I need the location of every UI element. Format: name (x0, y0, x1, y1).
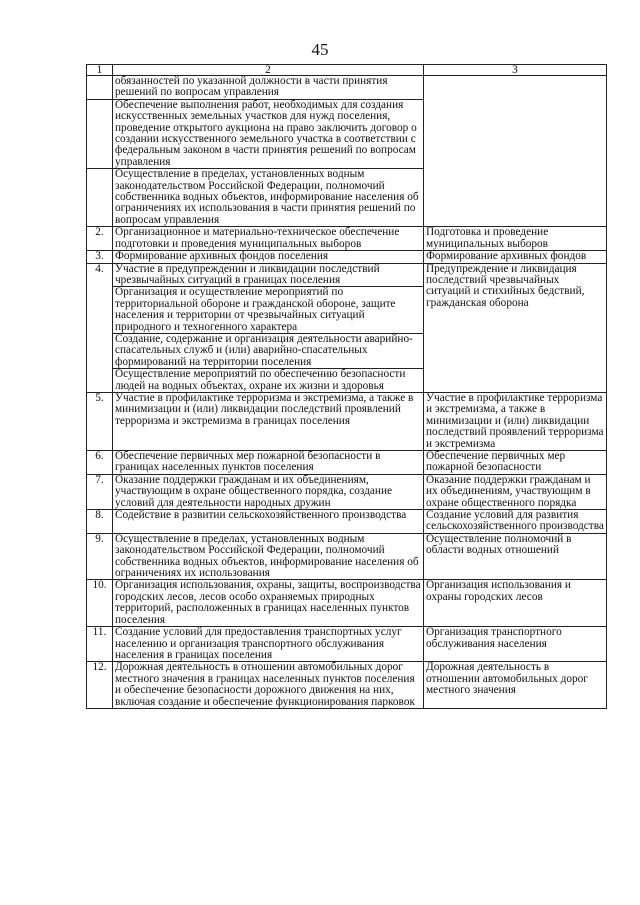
row-description: Организация и осуществление мероприятий по территориальной обороне и гражданской обороне, защите населения и территории от чрезвычайных ситуаций природного и техногенного характера (113, 287, 424, 334)
row-number: 3. (87, 251, 113, 263)
table-row (87, 227, 607, 251)
row-number: 11. (87, 627, 113, 662)
row-number: 8. (87, 510, 113, 534)
table-row (87, 627, 607, 662)
row-category: Организация транспортного обслуживания населения (424, 627, 607, 662)
row-description: Создание, содержание и организация деятельности аварийно-спасательных служб и (или) аварийно-спасательных формирований на территории поселения (113, 333, 424, 368)
table-row (87, 510, 607, 534)
row-description: Дорожная деятельность в отношении автомобильных дорог местного значения в границах населенных пунктов поселения и обеспечение безопасности дорожного движения на них, включая создание и обеспечение функционирования парковок (113, 662, 424, 709)
row-description: Организационное и материально-техническое обеспечение подготовки и проведения муниципальных выборов (113, 227, 424, 251)
row-number: 5. (87, 392, 113, 450)
row-number: 2. (87, 227, 113, 251)
header-col-1: 1 (87, 65, 113, 76)
row-category: Дорожная деятельность в отношении автомобильных дорог местного значения (424, 662, 607, 709)
row-number: 4. (87, 263, 113, 392)
row-description: Формирование архивных фондов поселения (113, 251, 424, 263)
row-number: 9. (87, 533, 113, 580)
row-category: Формирование архивных фондов (424, 251, 607, 263)
row-category: Обеспечение первичных мер пожарной безопасности (424, 451, 607, 475)
table-row (87, 251, 607, 263)
row-description: Осуществление мероприятий по обеспечению безопасности людей на водных объектах, охране их жизни и здоровья (113, 369, 424, 393)
row-number: 12. (87, 662, 113, 709)
row-description: обязанностей по указанной должности в части принятия решений по вопросам управления (113, 76, 424, 100)
row-description: Обеспечение выполнения работ, необходимых для создания искусственных земельных участков для нужд поселения, проведение открытого аукциона на право заключить договор о создании искусственного земельного участка в соответствии с федеральным законом в части принятия решений по вопросам управления (113, 99, 424, 168)
table-row (87, 533, 607, 580)
row-number: 7. (87, 474, 113, 509)
table-row (87, 662, 607, 709)
row-number: 10. (87, 580, 113, 627)
row-category: Предупреждение и ликвидация последствий чрезвычайных ситуаций и стихийных бедствий, гражданская оборона (424, 263, 607, 392)
row-description: Обеспечение первичных мер пожарной безопасности в границах населенных пунктов поселения (113, 451, 424, 475)
row-category: Подготовка и проведение муниципальных выборов (424, 227, 607, 251)
powers-table (86, 64, 607, 709)
row-category: Осуществление полномочий в области водных отношений (424, 533, 607, 580)
table-row (87, 392, 607, 450)
row-number: 6. (87, 451, 113, 475)
table-row (87, 580, 607, 627)
table-header-row (87, 65, 607, 76)
table-row (87, 263, 607, 287)
row-description: Создание условий для предоставления транспортных услуг населению и организация транспортного обслуживания населения в границах поселения (113, 627, 424, 662)
table-row (87, 451, 607, 475)
row-category: Организация использования и охраны городских лесов (424, 580, 607, 627)
header-col-3: 3 (424, 65, 607, 76)
row-description: Осуществление в пределах, установленных водным законодательством Российской Федерации, полномочий собственника водных объектов, информирование населения об ограничениях их использования (113, 533, 424, 580)
row-description: Осуществление в пределах, установленных водным законодательством Российской Федерации, полномочий собственника водных объектов, информирование населения об ограничениях их использования в части принятия решений по вопросам управления (113, 169, 424, 227)
row-description: Участие в предупреждении и ликвидации последствий чрезвычайных ситуаций в границах поселения (113, 263, 424, 287)
row-category: Участие в профилактике терроризма и экстремизма, а также в минимизации и (или) ликвидации последствий проявлений терроризма и экстремизма (424, 392, 607, 450)
row-number (87, 76, 113, 100)
header-col-2: 2 (113, 65, 424, 76)
row-number (87, 99, 113, 168)
row-description: Содействие в развитии сельскохозяйственного производства (113, 510, 424, 534)
row-description: Участие в профилактике терроризма и экстремизма, а также в минимизации и (или) ликвидации последствий проявлений терроризма и экстремизма в границах поселения (113, 392, 424, 450)
page-number: 45 (311, 40, 329, 59)
row-category: Оказание поддержки гражданам и их объединениям, участвующим в охране общественного порядка (424, 474, 607, 509)
row-number (87, 169, 113, 227)
table-row (87, 474, 607, 509)
row-description: Организация использования, охраны, защиты, воспроизводства городских лесов, лесов особо охраняемых природных территорий, расположенных в границах населенных пунктов поселения (113, 580, 424, 627)
table-row (87, 76, 607, 100)
row-description: Оказание поддержки гражданам и их объединениям, участвующим в охране общественного порядка, создание условий для деятельности народных дружин (113, 474, 424, 509)
row-category (424, 76, 607, 227)
row-category: Создание условий для развития сельскохозяйственного производства (424, 510, 607, 534)
